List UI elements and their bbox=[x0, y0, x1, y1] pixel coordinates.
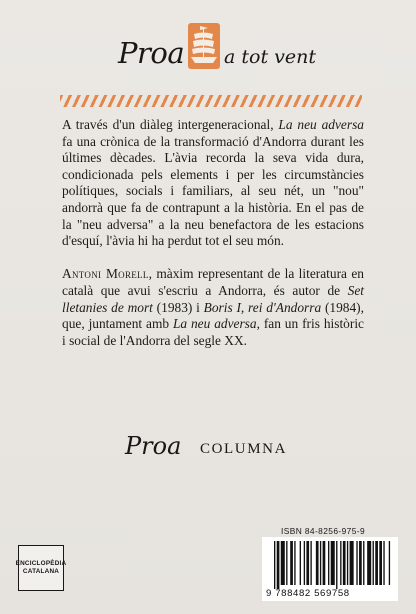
author-name: Antoni Morell bbox=[62, 266, 149, 282]
blurb-text: , màxim representant de la literatura en català que avui s'escriu a Andorra, és autor de bbox=[62, 266, 364, 298]
barcode-number: 9 788482 569758 bbox=[266, 588, 350, 599]
blurb-paragraph-1 bbox=[62, 117, 364, 250]
blurb-text: A través d'un diàleg intergeneracional, bbox=[62, 117, 279, 132]
blurb-paragraph-2 bbox=[62, 266, 364, 349]
ship-icon bbox=[186, 22, 222, 70]
blurb-text: , fan un fris històric i social de l'Andorra del segle XX. bbox=[62, 316, 364, 348]
blurb-text: (1983) i bbox=[152, 299, 204, 315]
book-title: La neu adversa bbox=[278, 117, 364, 132]
footer-brand-name: Proa bbox=[125, 432, 182, 460]
tagline: a tot vent bbox=[224, 46, 316, 68]
isbn: ISBN 84-8256-975-9 bbox=[281, 526, 366, 536]
decorative-stripe bbox=[60, 95, 362, 107]
book-title: Boris I, rei d'Andorra bbox=[203, 299, 322, 315]
header bbox=[0, 22, 416, 90]
footer-brand bbox=[125, 432, 288, 460]
barcode bbox=[262, 537, 398, 601]
blurb-text: (1984), que, juntament amb bbox=[62, 299, 364, 332]
publisher-logo-line2: CATALANA bbox=[22, 568, 60, 575]
collection-name: COLUMNA bbox=[200, 441, 288, 457]
book-title: Set lletanies de mort bbox=[62, 282, 364, 315]
barcode-bars bbox=[262, 537, 398, 589]
blurb-text: fa una crònica de la transformació d'Andorra durant les últimes dècades. L'àvia recorda la seva vida dura, condicionada pels elements i per les circumstàncies polítiques, socials i familiars, al seu nét, un "nou" andorrà que fa de contrapunt a la història. En el pas de la "neu adversa" a la neu benefactora de les estacions d'esquí, l'àvia hi ha perdut tot el seu món. bbox=[62, 133, 364, 249]
book-title: La neu adversa bbox=[172, 316, 257, 332]
blurb bbox=[62, 117, 364, 366]
brand-name: Proa bbox=[118, 36, 185, 70]
publisher-logo-line1: ENCICLOPÈDIA bbox=[15, 560, 67, 567]
publisher-logo bbox=[15, 545, 67, 591]
